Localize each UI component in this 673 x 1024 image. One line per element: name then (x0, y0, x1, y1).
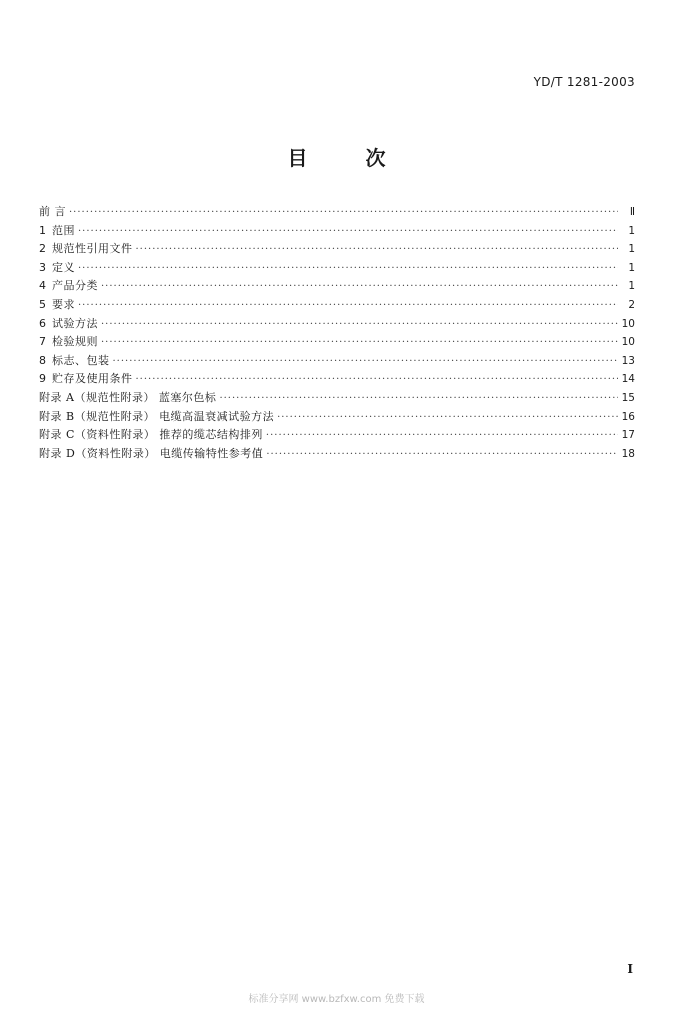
leader-dots (69, 204, 618, 223)
toc-entry-label: 标志、包装 (52, 353, 110, 367)
toc-entry-page: 1 (628, 261, 635, 274)
toc-entry-label: 产品分类 (52, 279, 98, 293)
table-of-contents (39, 203, 635, 463)
toc-entry-page: 14 (621, 373, 635, 386)
toc-entry[interactable] (39, 240, 635, 259)
toc-entry[interactable] (39, 315, 635, 334)
leader-dots (101, 316, 618, 335)
leader-dots (78, 223, 618, 242)
toc-entry-page: 13 (621, 354, 635, 367)
toc-entry-page: 15 (621, 391, 635, 404)
watermark-footer: 标准分享网 www.bzfxw.com 免费下载 (248, 994, 425, 1005)
toc-title-part2: 次 (365, 146, 386, 170)
leader-dots (266, 446, 618, 465)
toc-entry-number: 5 (39, 297, 46, 311)
toc-entry[interactable] (39, 259, 635, 278)
toc-entry-label: 范围 (52, 223, 75, 237)
leader-dots (78, 297, 618, 316)
leader-dots (78, 260, 618, 279)
toc-entry-page: 10 (621, 317, 635, 330)
toc-entry-page: 1 (628, 243, 635, 256)
toc-entry-number: 1 (39, 223, 46, 237)
toc-entry[interactable] (39, 203, 635, 222)
leader-dots (101, 278, 618, 297)
toc-entry[interactable] (39, 445, 635, 464)
toc-entry-label: 规范性引用文件 (52, 242, 133, 256)
toc-title-part1: 目 (287, 146, 308, 170)
toc-entry-page: Ⅱ (629, 206, 635, 218)
toc-entry-label: 附录 D（资料性附录） 电缆传输特性参考值 (39, 446, 264, 460)
toc-entry-page: 18 (621, 447, 635, 460)
toc-entry-number: 4 (39, 279, 46, 293)
toc-entry-label: 附录 C（资料性附录） 推荐的缆芯结构排列 (39, 428, 263, 442)
leader-dots (219, 390, 618, 409)
leader-dots (136, 371, 619, 390)
toc-entry[interactable] (39, 352, 635, 371)
toc-entry[interactable] (39, 408, 635, 427)
toc-entry-page: 16 (621, 410, 635, 423)
toc-entry-page: 1 (628, 224, 635, 237)
toc-entry[interactable] (39, 296, 635, 315)
toc-title (0, 142, 673, 171)
toc-entry-label: 要求 (52, 297, 75, 311)
page-number: I (627, 962, 633, 976)
toc-entry-number: 7 (39, 335, 46, 349)
toc-entry[interactable] (39, 277, 635, 296)
toc-entry-page: 1 (628, 280, 635, 293)
toc-entry-number: 9 (39, 372, 46, 386)
toc-entry-page: 2 (628, 298, 635, 311)
toc-entry-number: 6 (39, 316, 46, 330)
leader-dots (101, 334, 618, 353)
toc-entry-page: 10 (621, 336, 635, 349)
toc-entry-page: 17 (621, 429, 635, 442)
document-code: YD/T 1281-2003 (533, 75, 635, 89)
toc-entry[interactable] (39, 222, 635, 241)
toc-entry[interactable] (39, 333, 635, 352)
toc-entry-number: 8 (39, 353, 46, 367)
toc-entry[interactable] (39, 389, 635, 408)
toc-entry-number: 2 (39, 242, 46, 256)
toc-entry-number: 3 (39, 260, 46, 274)
toc-entry-label: 贮存及使用条件 (52, 372, 133, 386)
toc-entry-label: 定义 (52, 260, 75, 274)
toc-entry-label: 附录 B（规范性附录） 电缆高温衰减试验方法 (39, 409, 275, 423)
toc-entry-label: 附录 A（规范性附录） 蓝塞尔色标 (39, 390, 217, 404)
toc-entry-label: 试验方法 (52, 316, 98, 330)
leader-dots (113, 353, 619, 372)
leader-dots (277, 409, 618, 428)
toc-entry-label: 检验规则 (52, 335, 98, 349)
toc-entry[interactable] (39, 426, 635, 445)
leader-dots (266, 427, 618, 446)
leader-dots (136, 241, 619, 260)
toc-entry[interactable] (39, 370, 635, 389)
toc-entry-label: 前 言 (39, 205, 66, 218)
